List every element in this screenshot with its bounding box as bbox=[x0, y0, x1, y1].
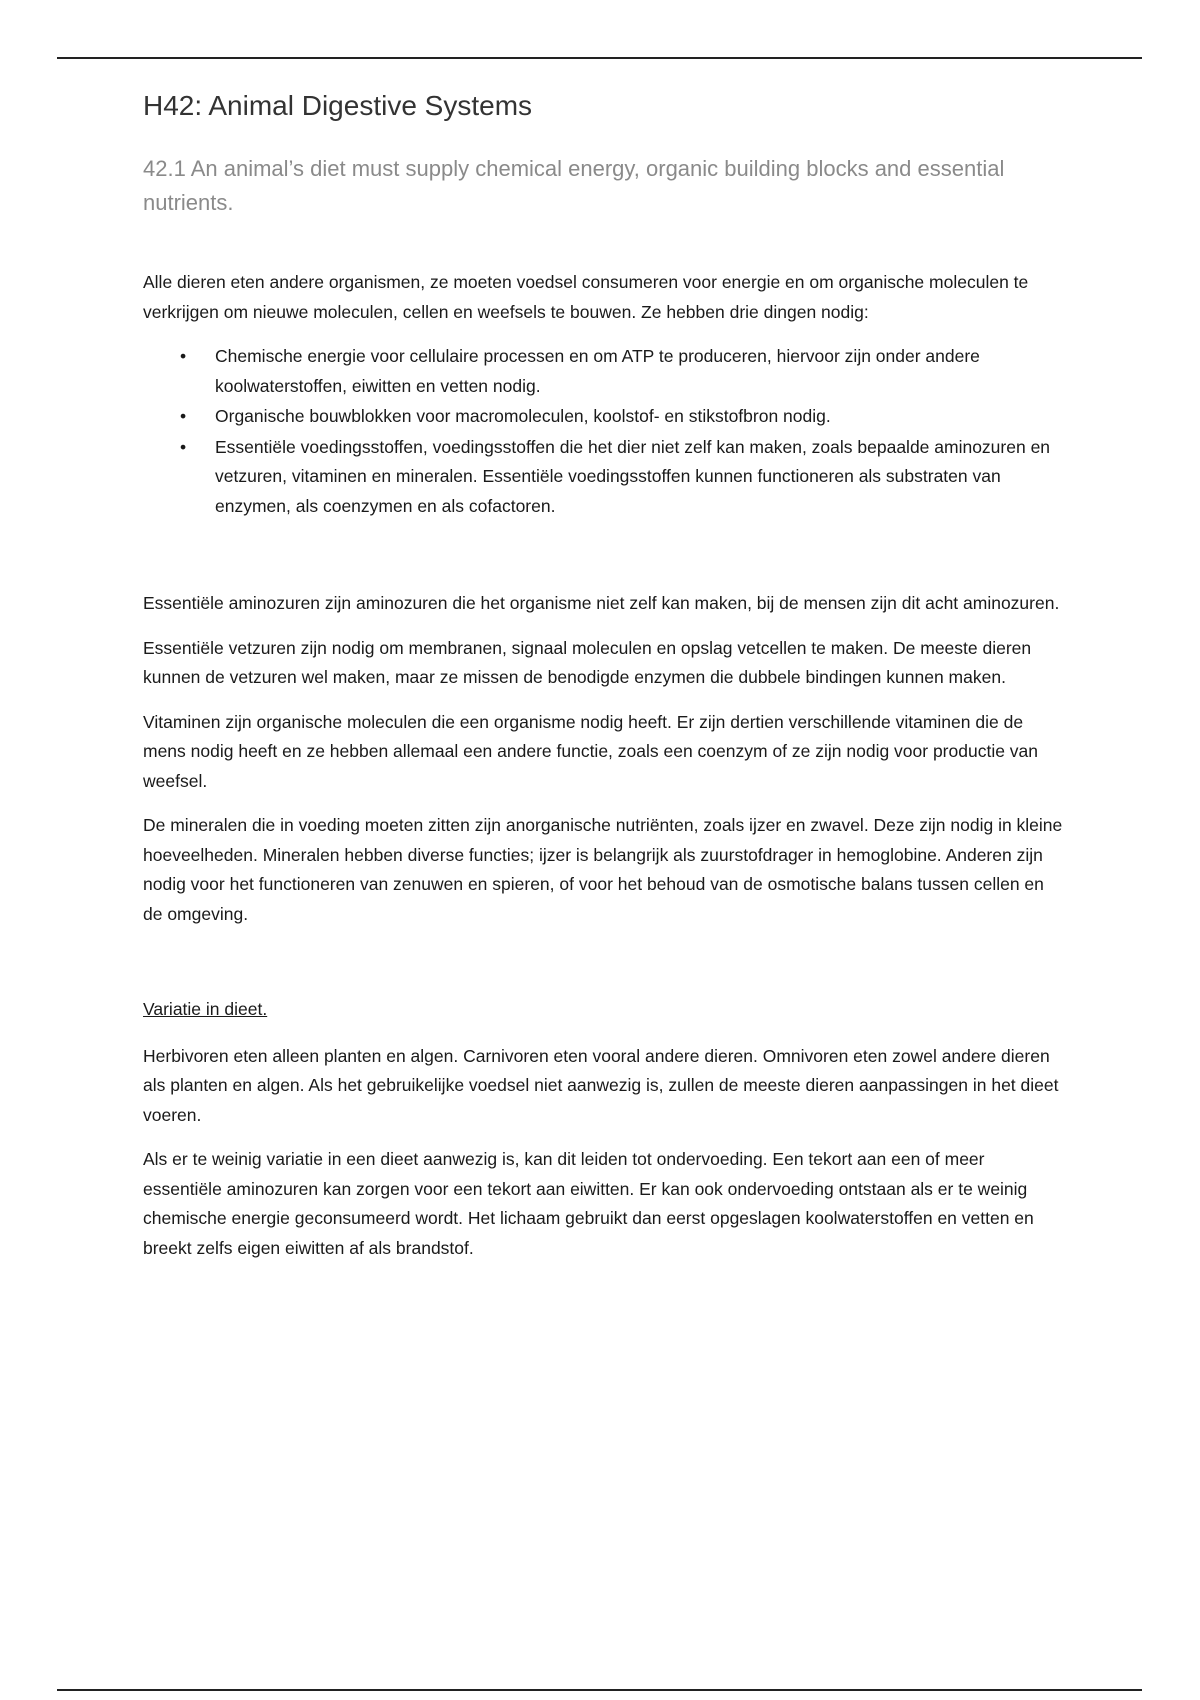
intro-paragraph: Alle dieren eten andere organismen, ze moeten voedsel consumeren voor energie en om organische moleculen te verkrijgen om nieuwe moleculen, cellen en weefsels te bouwen. Ze hebben drie dingen nodig: bbox=[143, 272, 1029, 322]
bullet-icon: • bbox=[180, 436, 187, 457]
list-item bbox=[180, 402, 1063, 432]
bullet-icon: • bbox=[180, 346, 187, 366]
top-rule bbox=[57, 57, 1142, 59]
document-page bbox=[143, 86, 1063, 1278]
section-heading: 42.1 An animal’s diet must supply chemical energy, organic building blocks and essential nutrients. bbox=[143, 156, 1005, 215]
variation-heading: Variatie in dieet. bbox=[143, 999, 268, 1019]
list-item-text: Essentiële voedingsstoffen, voedingsstoffen die het dier niet zelf kan maken, zoals bepaalde aminozuren en vetzuren, vitaminen en mineralen. Essentiële voedingsstoffen kunnen functioneren als substraten van enzymen, als coenzymen en als cofactoren. bbox=[215, 436, 1051, 516]
bullet-icon: • bbox=[180, 406, 187, 426]
page-title: H42: Animal Digestive Systems bbox=[143, 90, 533, 121]
fatty-acids-paragraph: Essentiële vetzuren zijn nodig om membranen, signaal moleculen en opslag vetcellen te maken. De meeste dieren kunnen de vetzuren wel maken, maar ze missen de benodigde enzymen die dubbele bindingen kunnen maken. bbox=[143, 637, 1032, 687]
list-item-text: Organische bouwblokken voor macromoleculen, koolstof- en stikstofbron nodig. bbox=[215, 406, 831, 426]
minerals-paragraph: De mineralen die in voeding moeten zitten zijn anorganische nutriënten, zoals ijzer en zwavel. Deze zijn nodig in kleine hoeveelheden. Mineralen hebben diverse functies; ijzer is belangrijk als zuurstofdrager in hemoglobine. Anderen zijn nodig voor het functioneren van zenuwen en spieren, of voor het behoud van de osmotische balans tussen cellen en de omgeving. bbox=[143, 815, 1063, 924]
list-item-text: Chemische energie voor cellulaire processen en om ATP te produceren, hiervoor zijn onder andere koolwaterstoffen, eiwitten en vetten nodig. bbox=[215, 346, 980, 396]
malnutrition-paragraph: Als er te weinig variatie in een dieet aanwezig is, kan dit leiden tot ondervoeding. Een tekort aan een of meer essentiële aminozuren kan zorgen voor een tekort aan eiwitten. Er kan ook ondervoeding ontstaan als er te weinig chemische energie geconsumeerd wordt. Het lichaam gebruikt dan eerst opgeslagen koolwaterstoffen en vetten en breekt zelfs eigen eiwitten af als brandstof. bbox=[143, 1149, 1034, 1258]
list-item bbox=[180, 342, 1063, 401]
amino-acids-paragraph: Essentiële aminozuren zijn aminozuren die het organisme niet zelf kan maken, bij de mensen zijn dit acht aminozuren. bbox=[143, 593, 1060, 613]
diet-types-paragraph: Herbivoren eten alleen planten en algen. Carnivoren eten vooral andere dieren. Omnivoren eten zowel andere dieren als planten en algen. Als het gebruikelijke voedsel niet aanwezig is, zullen de meeste dieren aanpassingen in het dieet voeren. bbox=[143, 1045, 1059, 1125]
nutrient-list bbox=[143, 342, 1063, 521]
bottom-rule bbox=[57, 1689, 1142, 1691]
list-item bbox=[180, 433, 1063, 522]
vitamins-paragraph: Vitaminen zijn organische moleculen die een organisme nodig heeft. Er zijn dertien verschillende vitaminen die de mens nodig heeft en ze hebben allemaal een andere functie, zoals een coenzym of ze zijn nodig voor productie van weefsel. bbox=[143, 711, 1039, 791]
